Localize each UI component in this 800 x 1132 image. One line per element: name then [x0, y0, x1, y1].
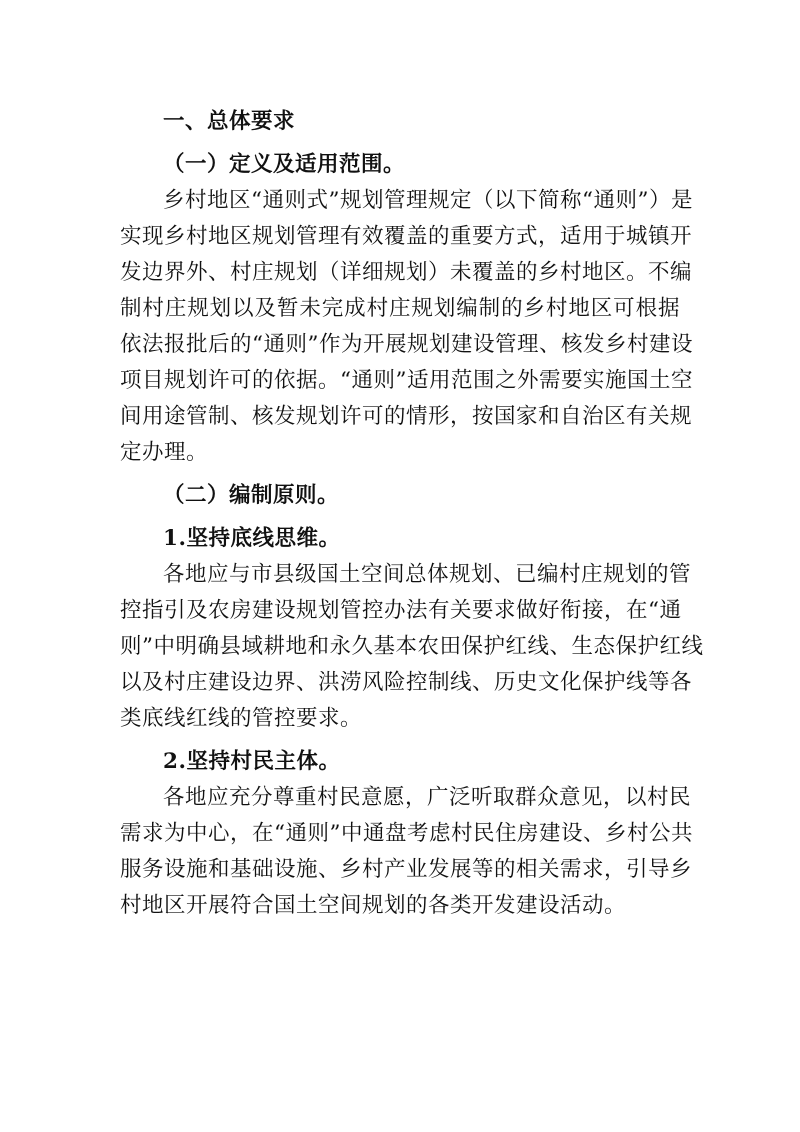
- paragraph-line: 间用途管制、核发规划许可的情形，按国家和自治区有关规: [120, 404, 693, 429]
- paragraph-line: 定办理。: [120, 440, 209, 465]
- paragraph-line: 乡村地区“通则式”规划管理规定（以下简称“通则”）是: [163, 188, 693, 213]
- sub2-heading: （二）编制原则。: [163, 483, 340, 508]
- paragraph-line: 服务设施和基础设施、乡村产业发展等的相关需求，引导乡: [120, 857, 693, 882]
- paragraph-line: 实现乡村地区规划管理有效覆盖的重要方式，适用于城镇开: [120, 224, 693, 249]
- paragraph-line: 类底线红线的管控要求。: [120, 706, 363, 731]
- paragraph-line: 需求为中心，在“通则”中通盘考虑村民住房建设、乡村公共: [120, 821, 693, 846]
- paragraph-line: 制村庄规划以及暂未完成村庄规划编制的乡村地区可根据: [120, 296, 680, 321]
- paragraph-line: 发边界外、村庄规划（详细规划）未覆盖的乡村地区。不编: [120, 260, 693, 285]
- paragraph-line: 依法报批后的“通则”作为开展规划建设管理、核发乡村建设: [120, 332, 693, 357]
- paragraph-line: 控指引及农房建设规划管控办法有关要求做好衔接，在“通: [120, 598, 682, 623]
- paragraph-line: 各地应充分尊重村民意愿，广泛听取群众意见，以村民: [163, 785, 692, 810]
- principle2-heading: 2.坚持村民主体。: [163, 749, 341, 774]
- sub1-heading: （一）定义及适用范围。: [163, 152, 406, 177]
- paragraph-line: 则”中明确县域耕地和永久基本农田保护红线、生态保护红线: [120, 634, 704, 659]
- section-heading: 一、总体要求: [163, 109, 296, 134]
- paragraph-line: 各地应与市县级国土空间总体规划、已编村庄规划的管: [163, 562, 692, 587]
- paragraph-line: 以及村庄建设边界、洪涝风险控制线、历史文化保护线等各: [120, 670, 693, 695]
- paragraph-line: 村地区开展符合国土空间规划的各类开发建设活动。: [120, 893, 627, 918]
- principle1-heading: 1.坚持底线思维。: [163, 526, 341, 551]
- paragraph-line: 项目规划许可的依据。“通则”适用范围之外需要实施国土空: [120, 368, 693, 393]
